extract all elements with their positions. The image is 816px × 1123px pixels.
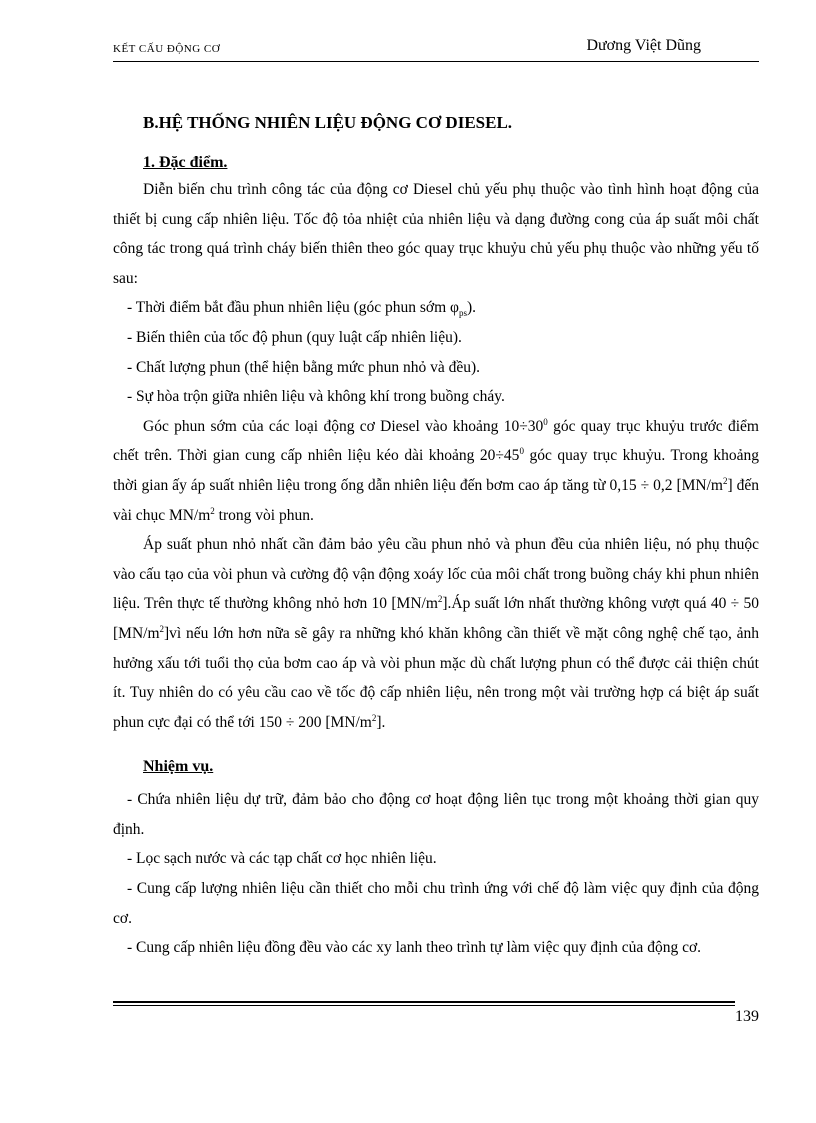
header-chapter-title: KẾT CẤU ĐỘNG CƠ <box>113 43 221 55</box>
list-item-text: - Thời điểm bắt đầu phun nhiên liệu (góc phun sớm φ <box>127 299 459 317</box>
list-item-fuel-quantity: - Cung cấp lượng nhiên liệu cần thiết cho mỗi chu trình ứng với chế độ làm việc quy định của động cơ. <box>113 880 759 927</box>
superscript: 0 <box>543 416 548 427</box>
footer-divider-thin <box>113 1005 735 1006</box>
section-title: B.HỆ THỐNG NHIÊN LIỆU ĐỘNG CƠ DIESEL. <box>143 113 513 132</box>
page-header <box>113 37 759 63</box>
page-content <box>113 111 759 963</box>
text-run: trong vòi phun. <box>214 506 314 524</box>
text-run: ] đến vài chục MN/m <box>113 476 759 524</box>
text-run: Áp suất phun nhỏ nhất cần đảm bảo yêu cầu phun nhỏ và phun đều của nhiên liệu, nó phụ thuộc vào cấu tạo của vòi phun và cường độ vận động xoáy lốc của môi chất trong buồng cháy khi phun nhiên liệu. Trên thực tế thường không nhỏ hơn 10 [MN/m <box>113 536 759 613</box>
list-item-injection-timing <box>113 293 759 323</box>
subsection-title-tasks: Nhiệm vụ. <box>143 758 214 776</box>
text-run: ]vì nếu lớn hơn nữa sẽ gây ra những khó khăn không cần thiết về mặt công nghệ chế tạo, ảnh hưởng xấu tới tuổi thọ của bơm cao áp và vòi phun mặc dù chất lượng phun có thể được cải thiện chút ít. Tuy nhiên do có yêu cầu cao về tốc độ cấp nhiên liệu, nên trong một vài trường hợp cá biệt áp suất phun cực đại có thể tới 150 ÷ 200 [MN/m <box>113 624 759 731</box>
list-item-fuel-distribution: - Cung cấp nhiên liệu đồng đều vào các xy lanh theo trình tự làm việc quy định của động cơ. <box>127 939 702 957</box>
text-run: góc quay trục khuỷu trước điểm chết trên. Thời gian cung cấp nhiên liệu kéo dài khoảng 20÷45 <box>113 417 759 465</box>
list-item-fuel-storage: - Chứa nhiên liệu dự trữ, đảm bảo cho động cơ hoạt động liên tục trong một khoảng thời gian quy định. <box>113 791 759 838</box>
superscript: 2 <box>722 475 728 486</box>
list-item-text-end: ). <box>467 299 477 317</box>
list-item-injection-quality: - Chất lượng phun (thể hiện bằng mức phun nhỏ và đều). <box>127 358 481 376</box>
header-divider <box>113 61 759 62</box>
text-run: ]. <box>376 713 386 731</box>
superscript: 2 <box>210 505 215 516</box>
list-item-injection-rate: - Biến thiên của tốc độ phun (quy luật cấp nhiên liệu). <box>127 328 462 346</box>
subsection-title-features: 1. Đặc điểm. <box>143 154 228 171</box>
header-author: Dương Việt Dũng <box>586 37 701 54</box>
paragraph-injection-pressure <box>113 530 759 737</box>
paragraph-injection-angle <box>113 412 759 530</box>
footer-divider-thick <box>113 1001 735 1003</box>
paragraph-intro: Diễn biến chu trình công tác của động cơ Diesel chủ yếu phụ thuộc vào tình hình hoạt động của thiết bị cung cấp nhiên liệu. Tốc độ tỏa nhiệt của nhiên liệu và dạng đường cong của áp suất môi chất công tác trong quá trình cháy biến thiên theo góc quay trục khuỷu chủ yếu phụ thuộc vào những yếu tố sau: <box>113 181 759 287</box>
superscript: 2 <box>159 623 164 634</box>
text-run: ].Áp suất lớn nhất thường không vượt quá 40 ÷ 50 [MN/m <box>113 595 759 642</box>
text-run: góc quay trục khuỷu. Trong khoảng thời gian ấy áp suất nhiên liệu trong ống dẫn nhiên liệu đến bơm cao áp tăng từ 0,15 ÷ 0,2 [MN/m <box>113 447 759 494</box>
text-run: Góc phun sớm của các loại động cơ Diesel vào khoảng 10÷30 <box>143 417 544 435</box>
list-item-filtering: - Lọc sạch nước và các tạp chất cơ học nhiên liệu. <box>127 850 437 868</box>
superscript: 2 <box>371 712 377 723</box>
subscript-ps: ps <box>459 308 468 319</box>
superscript: 2 <box>437 594 443 605</box>
superscript: 0 <box>519 446 524 457</box>
page-number: 139 <box>735 1008 759 1025</box>
list-item-mixing: - Sự hòa trộn giữa nhiên liệu và không khí trong buồng cháy. <box>127 388 505 406</box>
